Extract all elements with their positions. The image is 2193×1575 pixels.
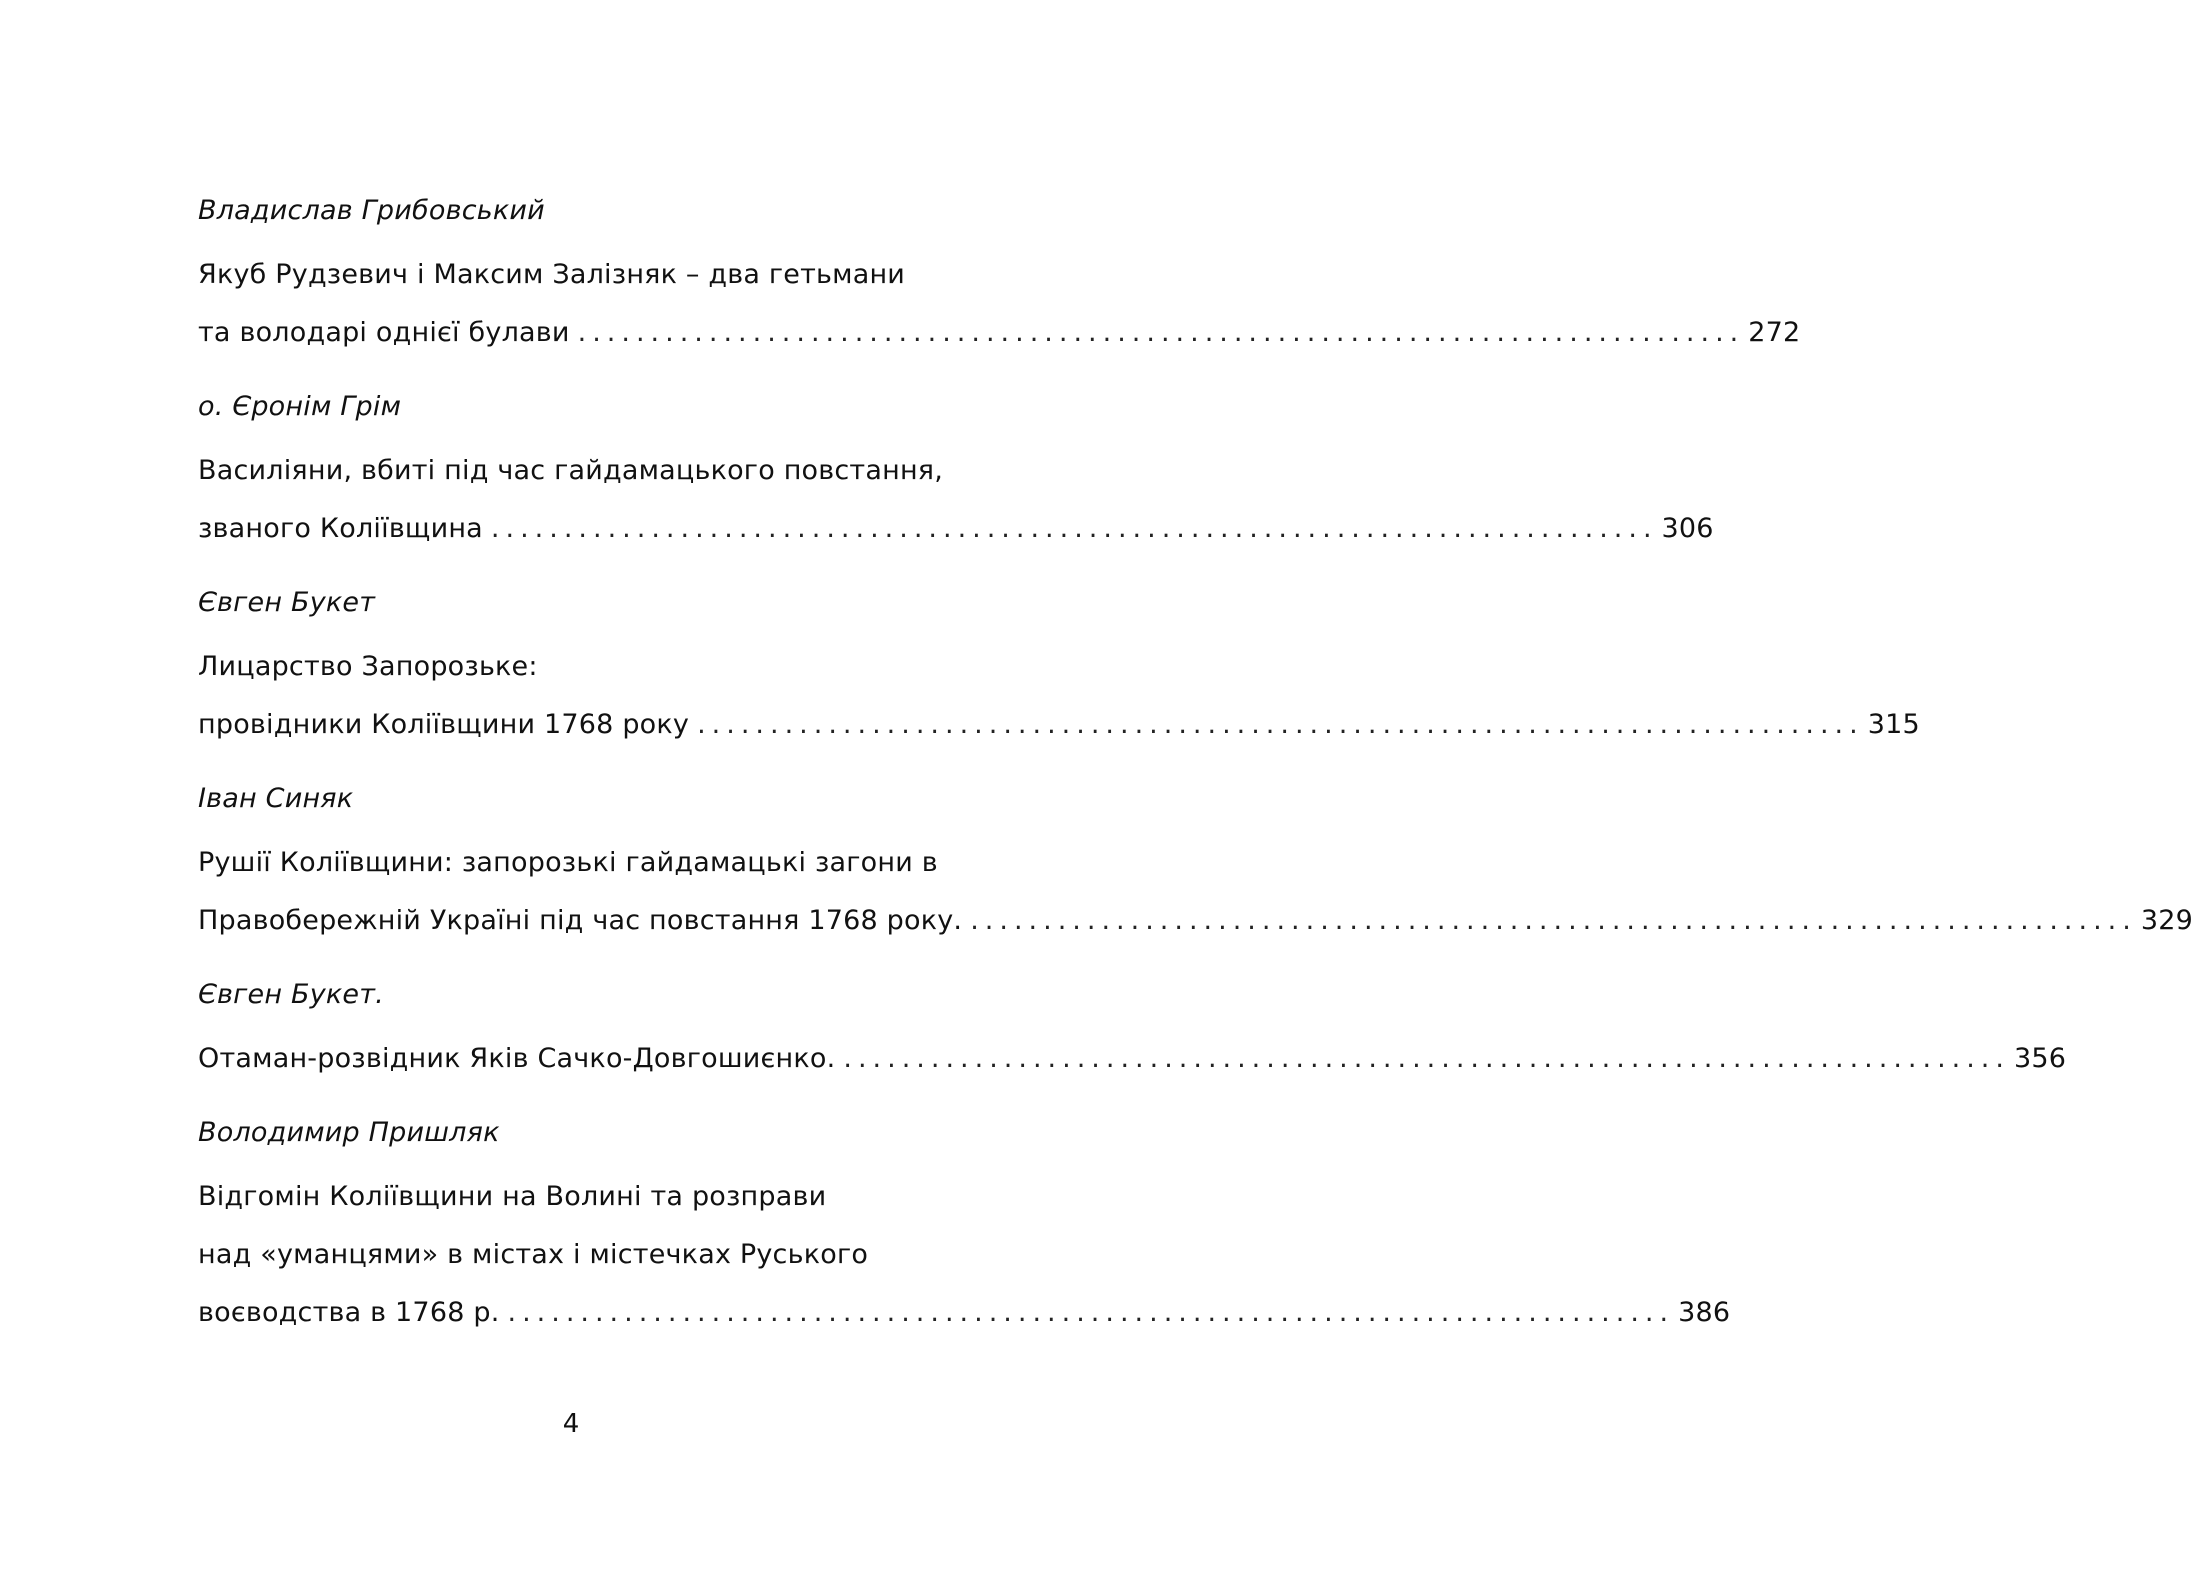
- entry-title-line: Василіяни, вбиті під час гайдамацького повстання,: [198, 455, 944, 486]
- entry-page-number: 306: [1661, 513, 1714, 544]
- dot-leader: ................................................................................: [697, 709, 1864, 740]
- entry-author: Іван Синяк: [198, 783, 354, 814]
- toc-entry: [198, 1110, 1731, 1342]
- entry-title-text: Правобережній Україні під час повстання 1768 року.: [198, 905, 963, 936]
- entry-title-last-line: [198, 1030, 2067, 1088]
- entry-title-line: над «уманцями» в містах і містечках Руського: [198, 1239, 869, 1270]
- page-number: 4: [562, 1409, 580, 1439]
- toc-entry: [198, 188, 1801, 362]
- entry-page-number: 356: [2013, 1043, 2067, 1074]
- entry-page-number: 315: [1867, 709, 1920, 740]
- dot-leader: ................................................................................: [490, 513, 1658, 544]
- entry-title-last-line: [198, 696, 1920, 754]
- entry-title-line: Рушії Коліївщини: запорозькі гайдамацькі загони в: [198, 847, 938, 878]
- entry-author: Володимир Пришляк: [198, 1117, 500, 1148]
- entry-page-number: 386: [1678, 1297, 1731, 1328]
- entry-author: Владислав Грибовський: [198, 195, 545, 226]
- dot-leader: ................................................................................: [843, 1043, 2010, 1074]
- dot-leader: ................................................................................: [970, 905, 2137, 936]
- entry-title-text: Отаман-розвідник Яків Сачко-Довгошиєнко.: [198, 1043, 836, 1074]
- entry-title-last-line: [198, 304, 1801, 362]
- table-of-contents: [198, 188, 2193, 1364]
- entry-title-last-line: [198, 892, 2193, 950]
- entry-title-line: Якуб Рудзевич і Максим Залізняк – два гетьмани: [198, 259, 906, 290]
- toc-entry: [198, 776, 2193, 950]
- entry-title-text: та володарі однієї булави: [198, 317, 570, 348]
- dot-leader: ................................................................................: [577, 317, 1745, 348]
- entry-title-text: провідники Коліївщини 1768 року: [198, 709, 690, 740]
- toc-entry: [198, 972, 2067, 1088]
- entry-title-line: Відгомін Коліївщини на Волині та розправи: [198, 1181, 827, 1212]
- entry-title-last-line: [198, 1284, 1731, 1342]
- entry-title-last-line: [198, 500, 1714, 558]
- entry-title-text: званого Коліївщина: [198, 513, 483, 544]
- entry-author: Євген Букет.: [198, 979, 384, 1010]
- toc-entry: [198, 384, 1714, 558]
- entry-page-number: 329: [2140, 905, 2193, 936]
- entry-title-line: Лицарство Запорозьке:: [198, 651, 538, 682]
- entry-author: Євген Букет: [198, 587, 376, 618]
- entry-page-number: 272: [1748, 317, 1801, 348]
- entry-author: о. Єронім Грім: [198, 391, 402, 422]
- toc-entry: [198, 580, 1920, 754]
- entry-title-text: воєводства в 1768 р.: [198, 1297, 500, 1328]
- dot-leader: ................................................................................: [507, 1297, 1675, 1328]
